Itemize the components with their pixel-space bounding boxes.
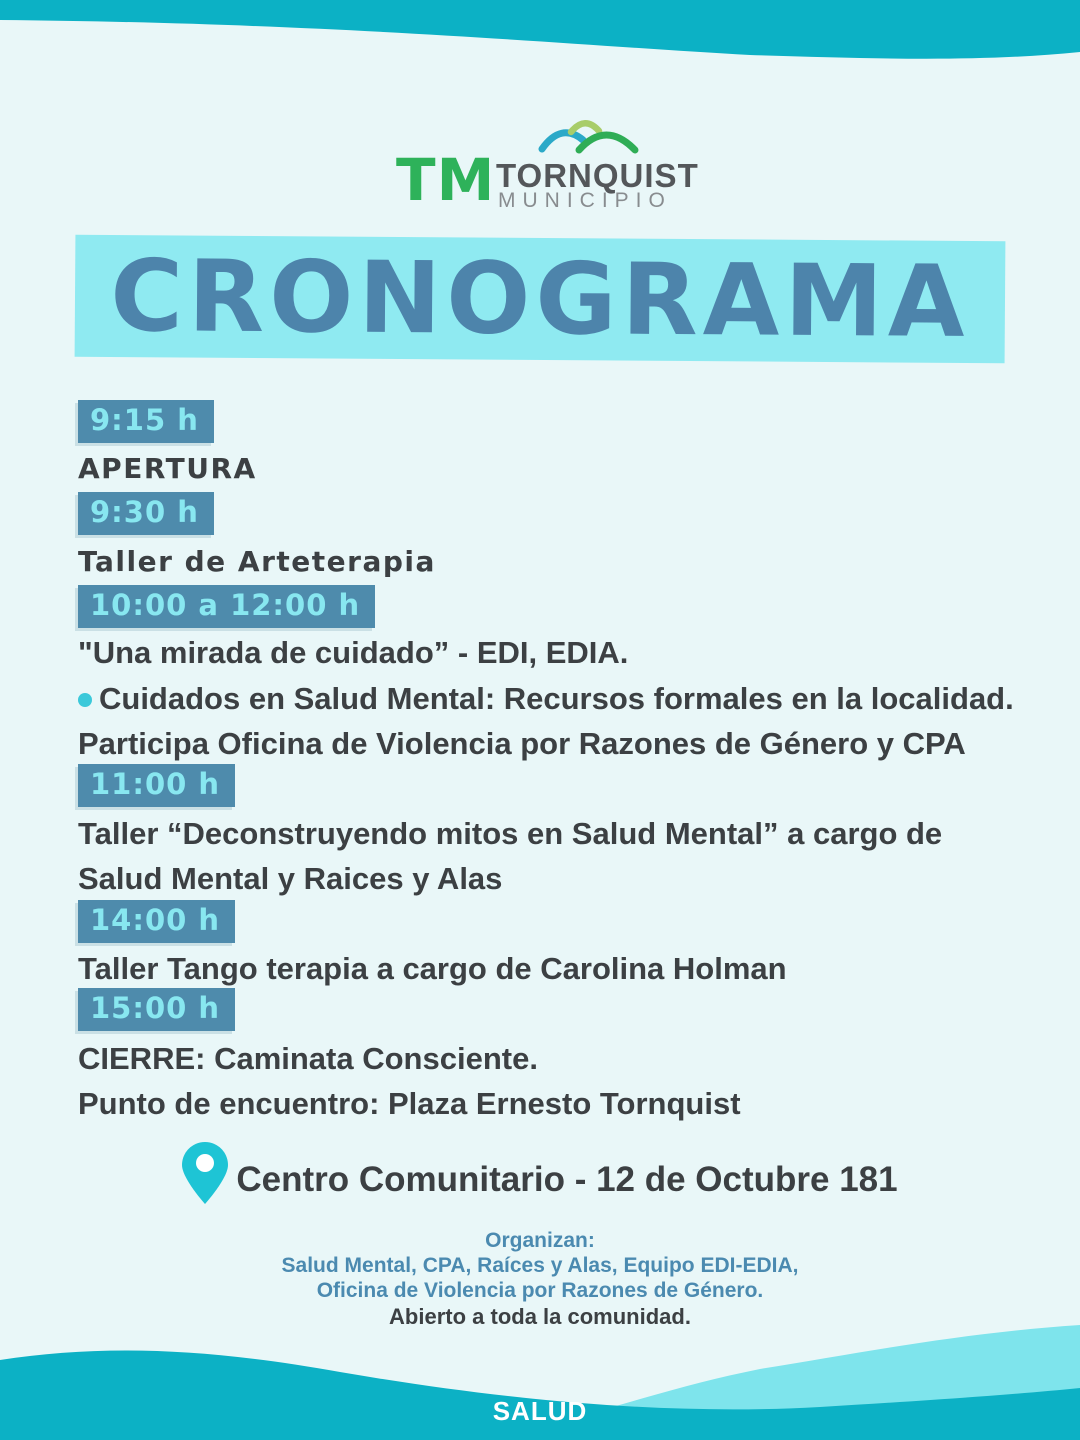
location-text: Centro Comunitario - 12 de Octubre 181: [236, 1160, 898, 1199]
schedule-row: [78, 452, 257, 485]
schedule-row: [78, 400, 214, 443]
logo: [0, 0, 1080, 230]
schedule-row: [78, 988, 235, 1031]
schedule-row: [78, 681, 1014, 717]
mountains-icon: [538, 110, 640, 154]
schedule-row: [78, 816, 942, 852]
schedule-row: [78, 545, 436, 578]
schedule-item-text: Participa Oficina de Violencia por Razones de Género y CPA: [78, 726, 966, 761]
schedule-item-text: Taller “Deconstruyendo mitos en Salud Mental” a cargo de: [78, 816, 943, 851]
schedule-item-text: Cuidados en Salud Mental: Recursos formales en la localidad.: [99, 681, 1014, 716]
schedule-row: [78, 951, 787, 987]
schedule-time-badge: 9:15 h: [78, 400, 214, 443]
schedule-item-text: Taller Tango terapia a cargo de Carolina Holman: [78, 951, 787, 986]
schedule-row: [78, 1086, 741, 1122]
schedule-row: [78, 900, 235, 943]
bullet-icon: [78, 693, 92, 707]
schedule-row: [78, 764, 235, 807]
schedule-item-text: Taller de Arteterapia: [78, 545, 436, 578]
schedule-item-text: APERTURA: [78, 452, 257, 485]
schedule-row: [78, 861, 502, 897]
location-row: [0, 1142, 1080, 1218]
page-title: CRONOGRAMA: [109, 238, 971, 360]
schedule-time-badge: 9:30 h: [78, 492, 214, 535]
footer-label: SALUD: [492, 1396, 588, 1426]
schedule-item-text: Salud Mental y Raices y Alas: [78, 861, 503, 896]
schedule-time-badge: 15:00 h: [78, 988, 235, 1031]
organizers-line: Oficina de Violencia por Razones de Género.: [316, 1279, 764, 1302]
location-pin-icon: [182, 1142, 228, 1204]
schedule-time-badge: 10:00 a 12:00 h: [78, 585, 375, 628]
schedule-row: [78, 585, 375, 628]
schedule-time-badge: 14:00 h: [78, 900, 235, 943]
schedule-row: [78, 1041, 538, 1077]
schedule-row: [78, 726, 966, 762]
schedule-item-text: Punto de encuentro: Plaza Ernesto Tornquist: [78, 1086, 741, 1121]
schedule-item-text: CIERRE: Caminata Consciente.: [78, 1041, 538, 1076]
organizers-line: Salud Mental, CPA, Raíces y Alas, Equipo EDI-EDIA,: [281, 1254, 799, 1277]
schedule-time-badge: 11:00 h: [78, 764, 235, 807]
schedule-item-text: "Una mirada de cuidado” - EDI, EDIA.: [78, 635, 629, 670]
logo-name: TORNQUIST: [496, 157, 699, 194]
schedule-row: [78, 635, 628, 671]
organizers-heading: Organizan:: [485, 1229, 595, 1252]
schedule-row: [78, 492, 214, 535]
organizers-note: Abierto a toda la comunidad.: [389, 1304, 691, 1329]
logo-subtitle: MUNICIPIO: [498, 189, 672, 212]
logo-monogram: TM: [396, 146, 496, 214]
title-banner: [75, 235, 1006, 363]
